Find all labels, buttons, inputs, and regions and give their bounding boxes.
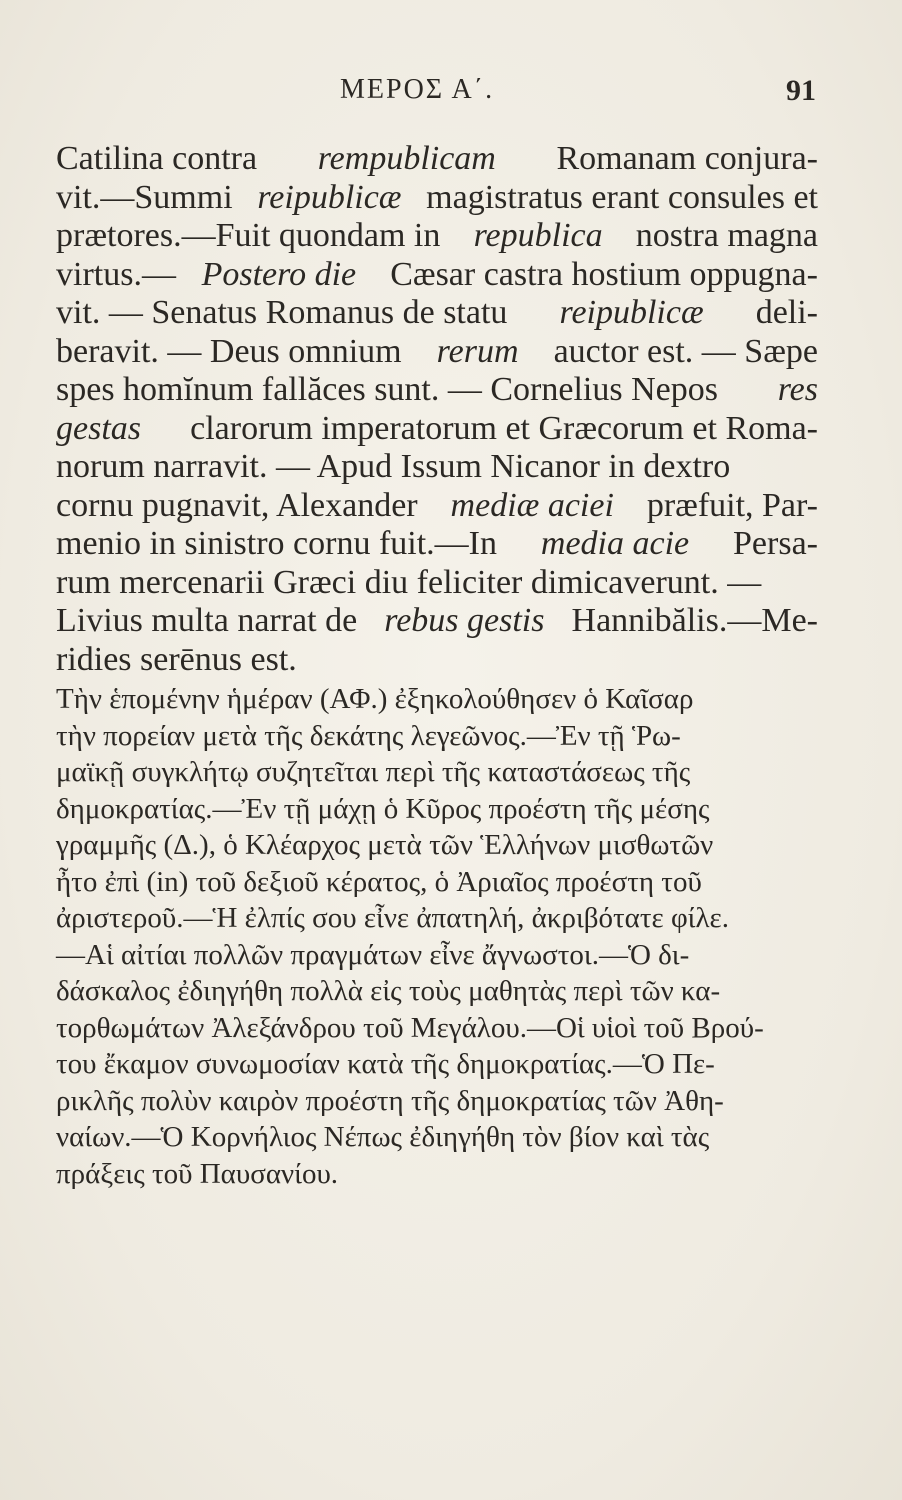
- text-segment: ἦτο ἐπὶ (in) τοῦ δεξιοῦ κέρατος, ὁ Ἀριαῖος προέστη τοῦ: [56, 865, 702, 898]
- text-segment: ἀριστεροῦ.—Ἡ ἐλπίς σου εἶνε ἀπατηλή, ἀκριβότατε φίλε.: [56, 902, 729, 934]
- text-segment: magistratus erant consules et: [417, 178, 818, 216]
- text-segment: Hannibălis.—Me-: [563, 602, 818, 639]
- greek-text-line: [56, 1046, 818, 1083]
- text-segment: μαϊκῇ συγκλήτῳ συζητεῖται περὶ τῆς καταστάσεως τῆς: [56, 756, 691, 788]
- greek-text-line: [56, 900, 818, 937]
- text-segment: vit. — Senatus Romanus de statu: [56, 294, 516, 331]
- text-segment: —Αἱ αἰτίαι πολλῶν πραγμάτων εἶνε ἄγνωστοι.—Ὁ δι-: [56, 938, 690, 971]
- italic-text: res: [777, 371, 818, 408]
- text-segment: ναίων.—Ὁ Κορνήλιος Νέπως ἐδιηγήθη τὸν βίον καὶ τὰς: [56, 1121, 710, 1153]
- text-segment: rum mercenarii Græci diu feliciter dimicaverunt. —: [56, 563, 762, 601]
- italic-text: reipublicæ: [257, 178, 402, 216]
- latin-text-line: [56, 487, 818, 526]
- greek-exercise-paragraph: [56, 681, 818, 1192]
- text-segment: Romanam conjura-: [547, 140, 818, 177]
- text-segment: Cæsar castra hostium oppugna-: [381, 255, 818, 293]
- text-segment: spes homĭnum fallăces sunt. — Cornelius Nepos: [56, 371, 727, 408]
- greek-text-line: [56, 827, 818, 864]
- greek-text-line: [56, 973, 818, 1010]
- text-segment: auctor est. — Sæpe: [545, 332, 818, 370]
- italic-text: media acie: [540, 525, 690, 562]
- text-segment: δάσκαλος ἐδιηγήθη πολλὰ εἰς τοὺς μαθητὰς περὶ τῶν κα-: [56, 975, 721, 1007]
- italic-text: rebus gestis: [384, 602, 545, 639]
- latin-text-line: [56, 333, 818, 372]
- page-number: 91: [786, 74, 816, 107]
- latin-text-line: [56, 602, 818, 641]
- text-segment: norum narravit. — Apud Issum Nicanor in dextro: [56, 448, 731, 485]
- greek-text-line: [56, 937, 818, 974]
- text-segment: vit.—Summi: [56, 178, 242, 216]
- greek-text-line: [56, 681, 818, 718]
- text-segment: Catilina contra: [56, 140, 266, 177]
- text-segment: πράξεις τοῦ Παυσανίου.: [56, 1157, 339, 1190]
- latin-text-line: [56, 256, 818, 295]
- text-segment: Persa-: [724, 525, 818, 562]
- greek-text-line: [56, 754, 818, 791]
- greek-text-line: [56, 791, 818, 828]
- text-segment: Livius multa narrat de: [56, 602, 366, 639]
- latin-text-line: [56, 294, 818, 333]
- running-header: [0, 74, 902, 114]
- text-segment: prætores.—Fuit quondam in: [56, 217, 449, 254]
- latin-text-line: [56, 448, 818, 487]
- text-segment: deli-: [747, 294, 818, 331]
- text-segment: γραμμῆς (Δ.), ὁ Κλέαρχος μετὰ τῶν Ἑλλήνων μισθωτῶν: [56, 829, 714, 861]
- greek-text-line: [56, 1156, 818, 1193]
- latin-text-line: [56, 641, 818, 680]
- italic-text: republica: [473, 217, 603, 254]
- greek-text-line: [56, 1083, 818, 1120]
- latin-text-line: [56, 410, 818, 449]
- text-segment: ridies serēnus est.: [56, 640, 297, 678]
- italic-text: rerum: [436, 332, 519, 370]
- latin-text-line: [56, 140, 818, 179]
- text-segment: virtus.—: [56, 255, 176, 293]
- text-segment: præfuit, Par-: [638, 486, 818, 524]
- latin-exercise-paragraph: [56, 140, 818, 679]
- text-segment: τὴν πορείαν μετὰ τῆς δεκάτης λεγεῶνος.—Ἐν τῇ Ῥω-: [56, 719, 681, 752]
- greek-text-line: [56, 1119, 818, 1156]
- text-segment: δημοκρατίας.—Ἐν τῇ μάχῃ ὁ Κῦρος προέστη τῆς μέσης: [56, 792, 710, 825]
- text-segment: menio in sinistro cornu fuit.—In: [56, 525, 506, 562]
- latin-text-line: [56, 217, 818, 256]
- italic-text: reipublicæ: [559, 294, 704, 331]
- italic-text: gestas: [56, 409, 141, 447]
- text-segment: ρικλῆς πολὺν καιρὸν προέστη τῆς δημοκρατίας τῶν Ἀθη-: [56, 1084, 724, 1117]
- body-text: [56, 140, 818, 1192]
- italic-text: rempublicam: [317, 140, 496, 177]
- text-segment: nostra magna: [627, 217, 818, 254]
- text-segment: clarorum imperatorum et Græcorum et Roma-: [181, 409, 818, 447]
- text-segment: Τὴν ἑπομένην ἡμέραν (ΑΦ.) ἐξηκολούθησεν ὁ Καῖσαρ: [56, 683, 694, 715]
- text-segment: cornu pugnavit, Alexander: [56, 486, 427, 524]
- text-segment: beravit. — Deus omnium: [56, 332, 411, 370]
- running-title: ΜΕΡΟΣ Α΄.: [340, 74, 495, 105]
- latin-text-line: [56, 179, 818, 218]
- greek-text-line: [56, 718, 818, 755]
- latin-text-line: [56, 564, 818, 603]
- latin-text-line: [56, 525, 818, 564]
- italic-text: mediæ aciei: [450, 486, 614, 524]
- greek-text-line: [56, 864, 818, 901]
- latin-text-line: [56, 371, 818, 410]
- greek-text-line: [56, 1010, 818, 1047]
- text-segment: τορθωμάτων Ἀλεξάνδρου τοῦ Μεγάλου.—Οἱ υἱοὶ τοῦ Βρού-: [56, 1011, 764, 1044]
- text-segment: του ἔκαμον συνωμοσίαν κατὰ τῆς δημοκρατίας.—Ὁ Πε-: [56, 1048, 715, 1080]
- italic-text: Postero die: [201, 255, 357, 293]
